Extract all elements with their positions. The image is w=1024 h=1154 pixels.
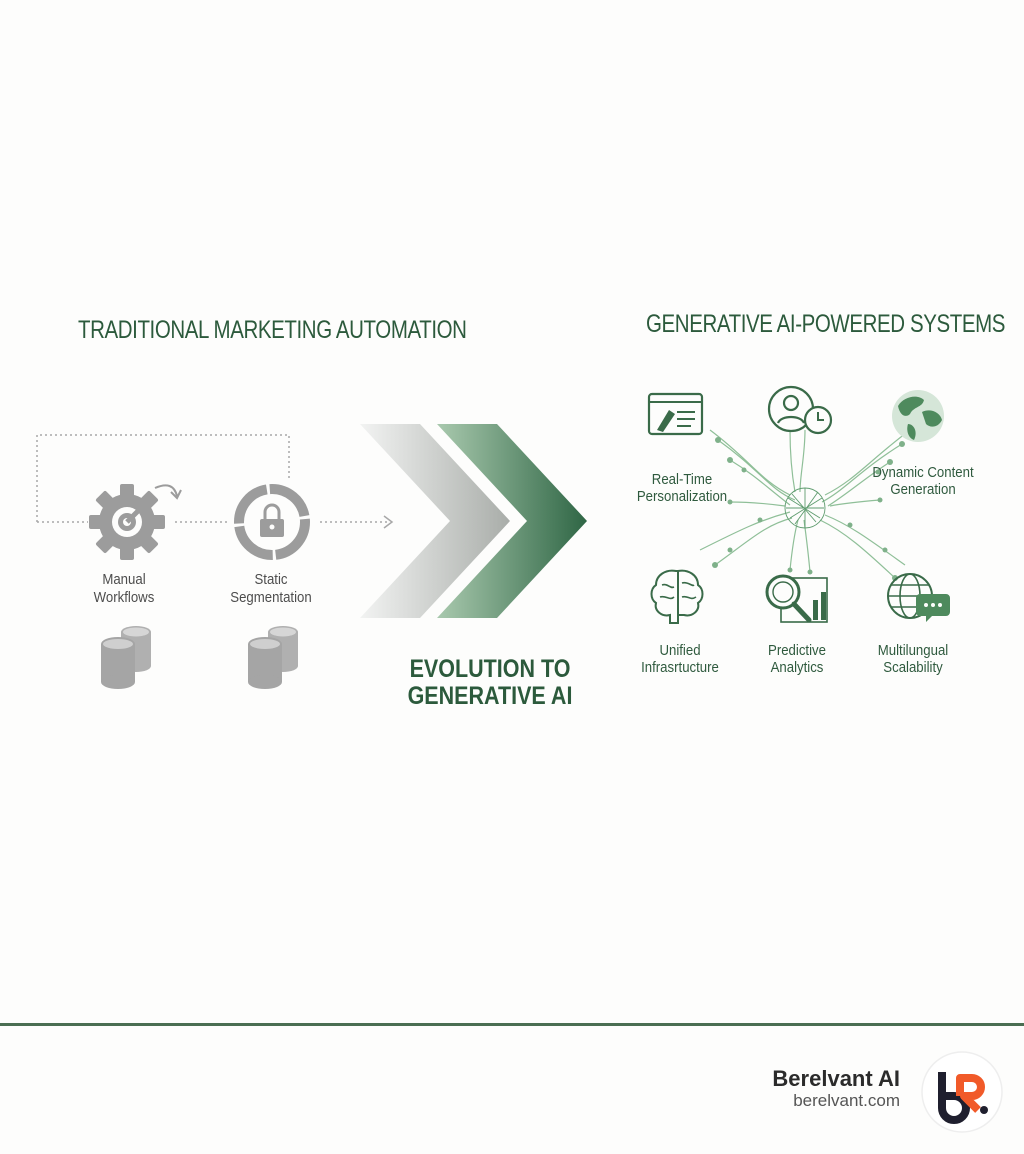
gear-icon [85,470,185,560]
footer-divider [0,1023,1024,1026]
dynamic-content-generation-label: Dynamic Content Generation [872,464,974,498]
unified-infrastructure-label: Unified Infrasrtucture [641,642,719,676]
magnifier-chart-icon [761,570,831,628]
static-segmentation-label: Static Segmentation [230,571,312,606]
globe-icon [888,388,948,448]
multilingual-scalability-label: Multilungual Scalability [877,642,949,676]
brand-url: berelvant.com [793,1091,900,1110]
right-section-title: GENERATIVE AI-POWERED SYSTEMS [646,310,1006,338]
left-section-title: TRADITIONAL MARKETING AUTOMATION [78,316,467,344]
evolution-label: EVOLUTION TO GENERATIVE AI [407,655,573,710]
brand-name: Berelvant AI [772,1066,900,1091]
brain-icon [648,567,708,627]
manual-workflows-label: Manual Workflows [93,571,155,606]
real-time-personalization-label: Real-Time Personalization [636,471,728,505]
lock-ring-icon [231,481,315,565]
browser-brush-icon [647,392,705,438]
predictive-analytics-label: Predictive Analytics [768,642,826,676]
evolution-chevron-arrows [355,420,595,620]
user-clock-icon [766,385,836,437]
globe-chat-icon [884,570,950,626]
database-icon [98,620,158,690]
brand-logo-icon [920,1050,1004,1134]
database-icon [245,620,305,690]
